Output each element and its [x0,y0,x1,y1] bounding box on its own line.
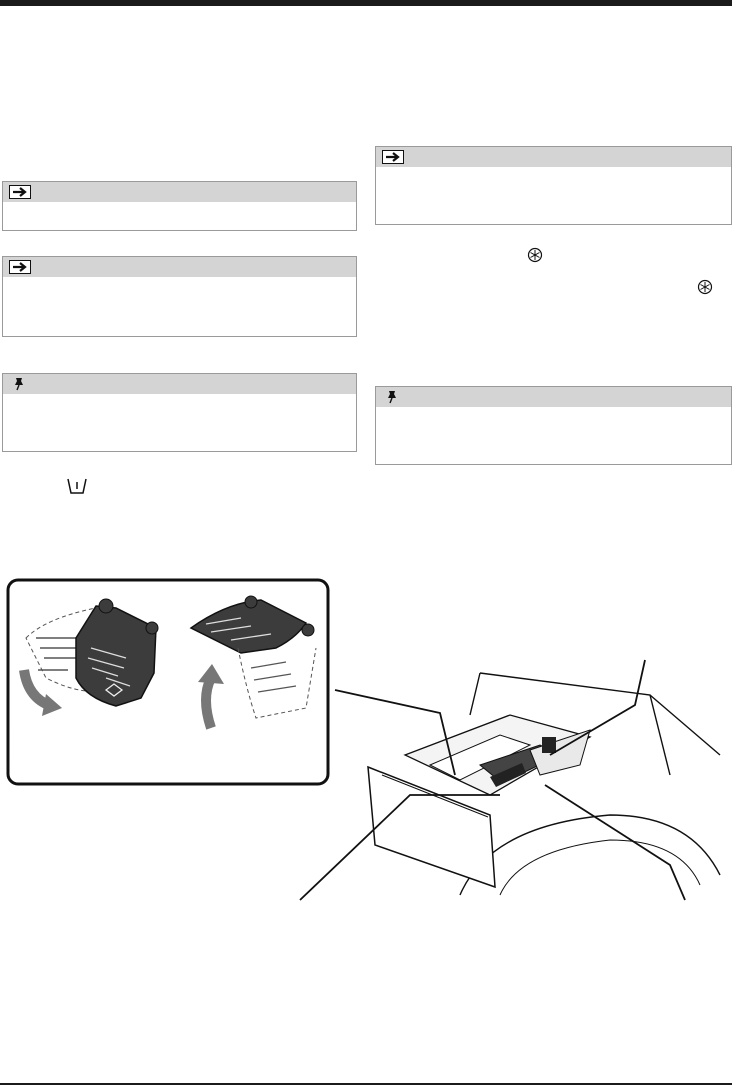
bottom-rule [0,1083,732,1085]
tip-note-2 [375,386,732,465]
detergent-compartment-icon [66,477,88,495]
arrow-right-icon [382,150,404,164]
tip-note-1 [2,373,357,452]
note-header [3,374,356,394]
softener-flower-icon [527,247,543,263]
note-header [3,257,356,277]
info-note-3 [375,146,732,225]
note-text [3,202,356,210]
detergent-flap-inset-figure [6,578,330,786]
note-text [376,167,731,175]
arrow-right-icon [9,185,31,199]
note-text [376,407,731,415]
note-header [3,182,356,202]
note-header [376,387,731,407]
info-note-2 [2,256,357,337]
note-text [3,394,356,402]
top-rule [0,0,732,6]
pushpin-icon [382,390,404,404]
softener-flower-icon [697,279,713,295]
note-header [376,147,731,167]
dispenser-drawer-figure [290,655,732,905]
arrow-right-icon [9,260,31,274]
pushpin-icon [9,377,31,391]
note-text [3,277,356,285]
info-note-1 [2,181,357,231]
